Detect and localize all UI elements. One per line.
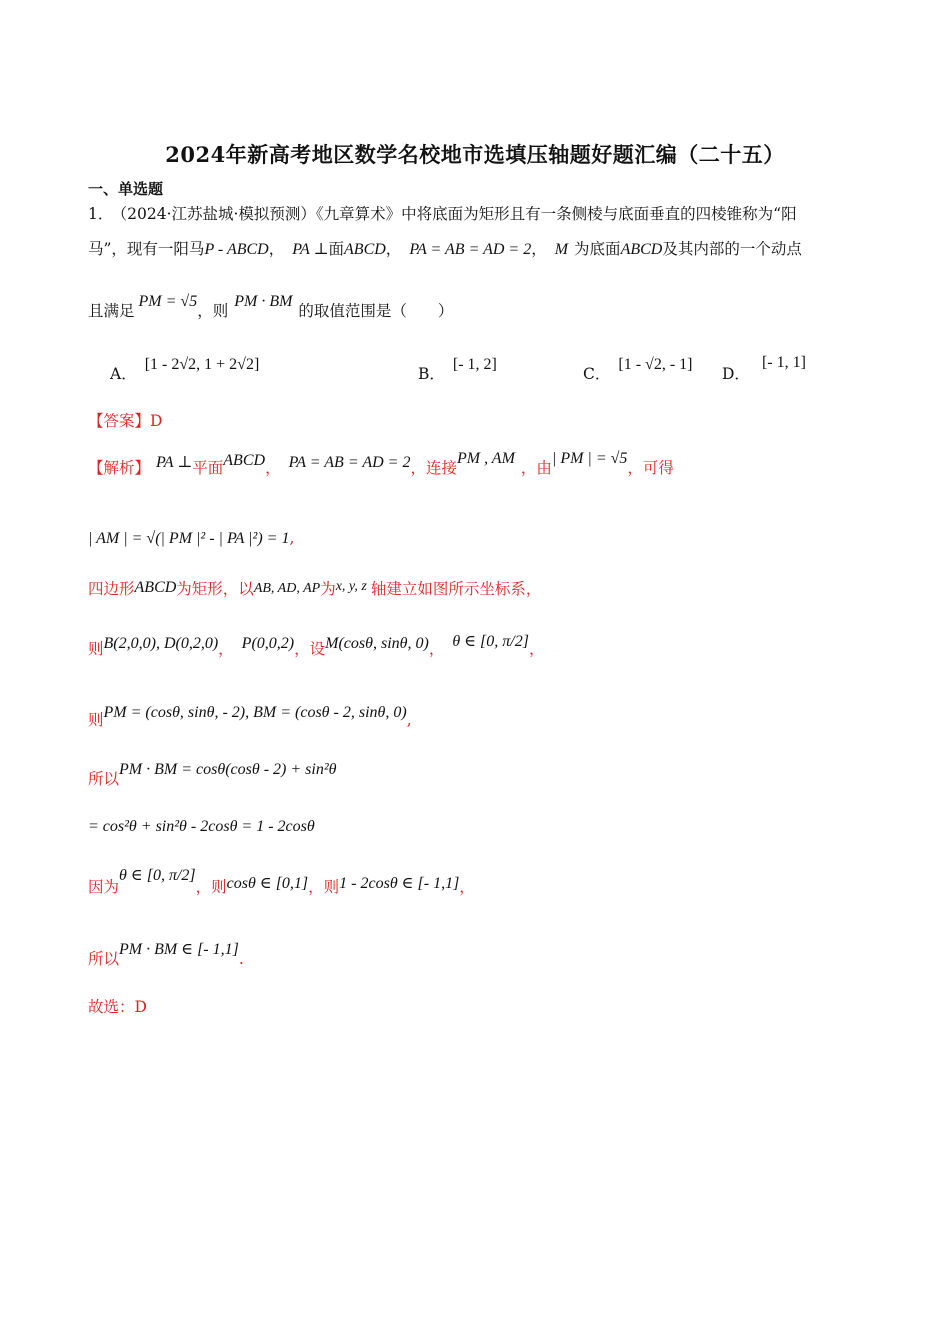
document-title: 2024年新高考地区数学名校地市选填压轴题好题汇编（二十五） xyxy=(165,142,785,167)
option-value: [- 1, 2] xyxy=(452,356,497,373)
solution-text: ，则 xyxy=(308,878,340,896)
option-label: C． xyxy=(583,365,611,383)
solution-text: ，则 xyxy=(195,878,227,896)
solution-line-2 xyxy=(88,527,294,550)
solution-line-3 xyxy=(88,578,541,602)
question-text: 及其内部的一个动点 xyxy=(662,240,802,258)
question-text: 且满足 xyxy=(88,302,135,320)
solution-text: . xyxy=(238,950,244,968)
solution-line-1 xyxy=(88,450,674,480)
option-d[interactable] xyxy=(722,354,806,386)
solution-text: ， xyxy=(428,640,445,658)
solution-text: ，连接 xyxy=(410,459,457,477)
math-expr: ABCD xyxy=(134,579,177,596)
math-expr: θ ∈ [0, π/2] xyxy=(452,633,529,650)
question-text: 马”，现有一阳马 xyxy=(88,240,205,258)
perp-expr: PA ⊥ xyxy=(292,241,329,258)
section-heading: 一、单选题 xyxy=(88,180,164,198)
math-expr: B(2,0,0), D(0,2,0) xyxy=(103,635,219,652)
solution-text: ，由 xyxy=(520,459,552,477)
math-expr: P(0,0,2) xyxy=(241,635,295,652)
question-line-1 xyxy=(88,203,797,225)
math-expr: PA ⊥ xyxy=(156,454,193,471)
option-label: D． xyxy=(722,365,750,383)
answer-label: 【答案】 xyxy=(88,412,151,430)
solution-line-4 xyxy=(88,633,545,661)
question-line-2 xyxy=(88,238,802,261)
solution-text: ， xyxy=(218,640,234,658)
solution-text: , xyxy=(406,711,412,729)
question-text: 的取值范围是（ ） xyxy=(298,302,454,320)
solution-line-5 xyxy=(88,704,412,732)
solution-text: 所以 xyxy=(88,950,120,968)
math-expr: PA = AB = AD = 2 xyxy=(288,454,411,471)
option-label: A． xyxy=(110,365,137,383)
math-expr: PM · BM ∈ [- 1,1] xyxy=(119,941,239,958)
solution-text: , xyxy=(289,529,295,547)
solution-line-8 xyxy=(88,867,475,899)
math-expr: PM , AM xyxy=(456,450,515,467)
question-text: 为底面 xyxy=(574,240,621,258)
option-c[interactable] xyxy=(583,356,693,386)
answer-value: D xyxy=(150,412,163,430)
question-line-3 xyxy=(88,293,454,323)
solution-text: ， xyxy=(528,640,545,658)
math-expr: M(cosθ, sinθ, 0) xyxy=(325,635,429,652)
math-expr: PM · BM = cosθ(cosθ - 2) + sin²θ xyxy=(119,761,337,778)
math-expr: cosθ ∈ [0,1] xyxy=(226,875,309,892)
solution-text: 则 xyxy=(88,711,104,729)
question-text: ，则 xyxy=(197,302,229,320)
option-value: [1 - √2, - 1] xyxy=(618,356,693,373)
solution-text: ， xyxy=(265,459,281,477)
math-expr: | PM | = √5 xyxy=(551,450,628,467)
solution-text: 所以 xyxy=(88,770,120,788)
math-expr: 1 - 2cosθ ∈ [- 1,1] xyxy=(339,875,460,892)
solution-text: 为矩形，以 xyxy=(176,580,254,598)
question-number: 1． xyxy=(88,205,114,223)
solution-label: 【解析】 xyxy=(88,459,151,477)
solution-text: 四边形 xyxy=(88,580,135,598)
separator: ， xyxy=(385,240,402,258)
math-expr: AB, AD, AP xyxy=(253,581,321,596)
solution-text: ，设 xyxy=(294,640,326,658)
math-expr: PM = (cosθ, sinθ, - 2), BM = (cosθ - 2, sinθ, 0) xyxy=(103,704,407,721)
option-value: [- 1, 1] xyxy=(761,354,806,371)
solution-line-9 xyxy=(88,941,244,971)
solution-line-7 xyxy=(88,815,315,838)
pyramid-expr: P - ABCD xyxy=(204,241,269,258)
separator: ， xyxy=(531,240,547,258)
plane-expr: ABCD xyxy=(344,241,386,258)
math-expr: x, y, z xyxy=(335,579,367,594)
solution-line-6 xyxy=(88,761,337,791)
final-answer: 故选：D xyxy=(88,998,147,1016)
solution-text: 因为 xyxy=(88,878,120,896)
option-a[interactable] xyxy=(110,356,260,386)
answer-line xyxy=(88,410,162,432)
solution-text: ，可得 xyxy=(627,459,674,477)
point-m: M xyxy=(554,241,569,258)
solution-text: 则 xyxy=(88,640,104,658)
option-label: B． xyxy=(418,365,445,383)
condition-expr: PM = √5 xyxy=(138,293,198,310)
option-b[interactable] xyxy=(418,356,497,386)
question-text: 面 xyxy=(328,240,345,258)
solution-text: 轴建立如图所示坐标系， xyxy=(370,580,542,598)
solution-text: ， xyxy=(459,878,475,896)
solution-text: 为 xyxy=(320,580,336,598)
math-expr: θ ∈ [0, π/2] xyxy=(119,867,196,884)
math-expr: ABCD xyxy=(223,452,266,469)
dot-product-expr: PM · BM xyxy=(234,293,293,310)
separator: ， xyxy=(268,240,285,258)
math-expr: | AM | = √(| PM |² - | PA |²) = 1 xyxy=(88,530,290,547)
plane-expr: ABCD xyxy=(620,241,663,258)
question-source: （2024·江苏盐城·模拟预测）《九章算术》中将底面为矩形且有一条侧棱与底面垂直的四棱锥称为“阳 xyxy=(119,205,797,223)
lengths-expr: PA = AB = AD = 2 xyxy=(409,241,532,258)
solution-text: 平面 xyxy=(192,459,224,477)
math-expr: = cos²θ + sin²θ - 2cosθ = 1 - 2cosθ xyxy=(88,818,315,835)
option-value: [1 - 2√2, 1 + 2√2] xyxy=(144,356,260,373)
